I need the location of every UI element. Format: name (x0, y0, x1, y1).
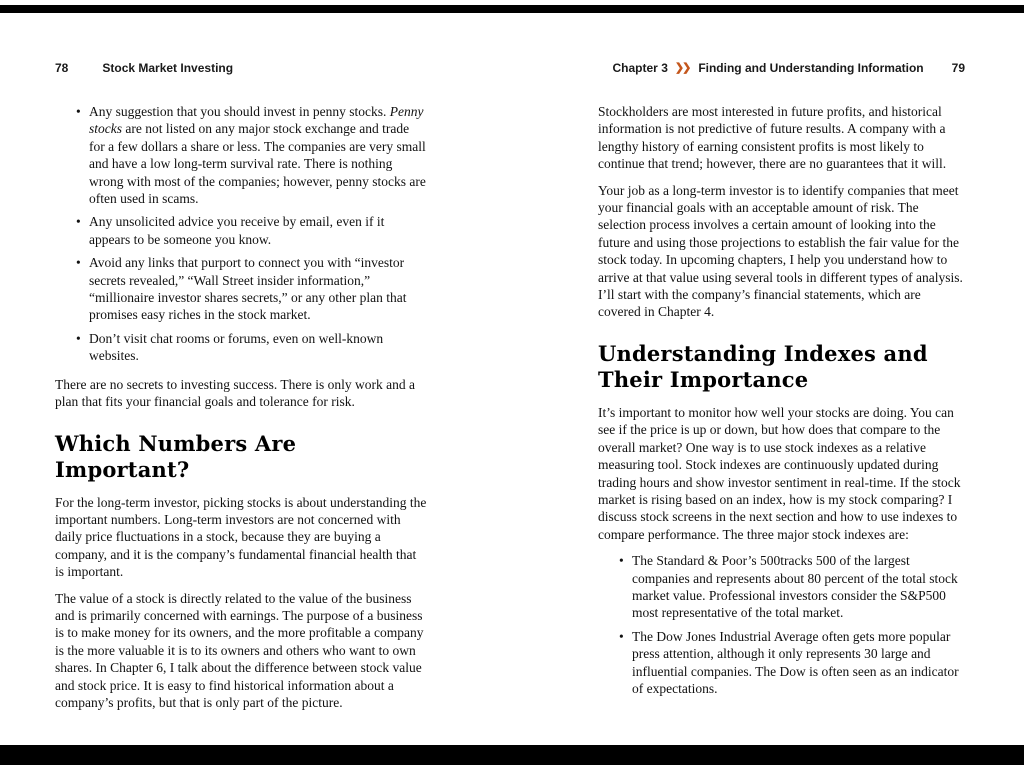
page-right (512, 13, 1024, 745)
page-left (0, 13, 512, 745)
bullet-item: • Any unsolicited advice you receive by email, even if it appears to be someone you know. (55, 213, 428, 248)
index-bullet-list (598, 552, 965, 697)
bullet-item: • The Dow Jones Industrial Average often gets more popular press attention, although it only represents 30 large and influential companies. The Dow is often seen as an indicator of expectations. (598, 628, 965, 698)
top-bar (0, 5, 1024, 13)
double-chevron-icon: ❯❯ (674, 62, 690, 74)
paragraph-stock-value: The value of a stock is directly related to the value of the business and is primarily concerned with earnings. The purpose of a business is to make money for its owners, and the more profitable a company is the more valuable it is to its owners and others who want to own shares. In Chapter 6, I talk about the difference between stock value and stock price. It is easy to find historical information about a company’s profits, but that is only part of the picture. (55, 590, 424, 710)
paragraph-no-secrets: There are no secrets to investing success. There is only work and a plan that fits your financial goals and tolerance for risk. (55, 376, 416, 410)
bottom-bar (0, 745, 1024, 765)
running-header-right (598, 61, 965, 75)
warning-bullet-list (55, 103, 428, 365)
bullet-item: • The Standard & Poor’s 500tracks 500 of the largest companies and represents about 80 percent of the total stock market value. Professional investors consider the S&P500 most representative of the total market. (598, 552, 965, 622)
section-heading-understanding-indexes: Understanding Indexes and Their Importance (598, 340, 928, 392)
paragraph-stockholders: Stockholders are most interested in future profits, and historical information is not predictive of future results. A company with a lengthy history of earning consistent profits is most likely to continue that trend; however, there are no guarantees that it will. (598, 104, 947, 172)
page-number-right: 79 (951, 61, 965, 75)
paragraph-long-term-investor: For the long-term investor, picking stocks is about understanding the important numbers. Long-term investors are not concerned with daily price fluctuations in a stock, because they are buying a company, and it is the company’s fundamental financial health that is important. (55, 494, 427, 580)
running-title-left: Stock Market Investing (102, 61, 234, 75)
bullet-item: • Don’t visit chat rooms or forums, even on well-known websites. (55, 330, 428, 365)
bullet-item (55, 103, 428, 207)
paragraph-monitor-stocks: It’s important to monitor how well your stocks are doing. You can see if the price is up or down, but how does that compare to the overall market? One way is to use stock indexes as a relative measuring tool. Stock indexes are continuously updated during trading hours and show investor sentiment in real-time. If the stock market is rising based on an index, how is my stock comparing? I discuss stock screens in the next section and how to use indexes to compare performance. The three major stock indexes are: (598, 404, 961, 542)
paragraph-your-job: Your job as a long-term investor is to identify companies that meet your financial goals with an acceptable amount of risk. The selection process involves a certain amount of looking into the future and using those projections to establish the fair value for the stock today. In upcoming chapters, I help you understand how to arrive at that value using several tools in different types of analysis. I’ll start with the company’s financial statements, which are covered in Chapter 4. (598, 182, 963, 320)
bullet-text: Any suggestion that you should invest in penny stocks. (89, 104, 390, 119)
bullet-text: are not listed on any major stock exchange and trade for a few dollars a share or less. The companies are very small and have a low long-term survival rate. There is nothing wrong with most of the companies; however, penny stocks are often used in scams. (89, 121, 426, 207)
pages-container (0, 13, 1024, 745)
bullet-text-italic: Penny stocks (89, 104, 424, 137)
bullet-item: • Avoid any links that purport to connect you with “investor secrets revealed,” “Wall Street insider information,” “millionaire investor shares secrets,” or any other plan that promises easy riches in the stock market. (55, 254, 428, 324)
running-header-left (55, 61, 428, 75)
running-title-right: Finding and Understanding Information (698, 61, 924, 75)
page-number-left: 78 (55, 61, 69, 75)
section-heading-which-numbers: Which Numbers Are Important? (55, 430, 297, 482)
chapter-label: Chapter 3 (612, 61, 668, 75)
